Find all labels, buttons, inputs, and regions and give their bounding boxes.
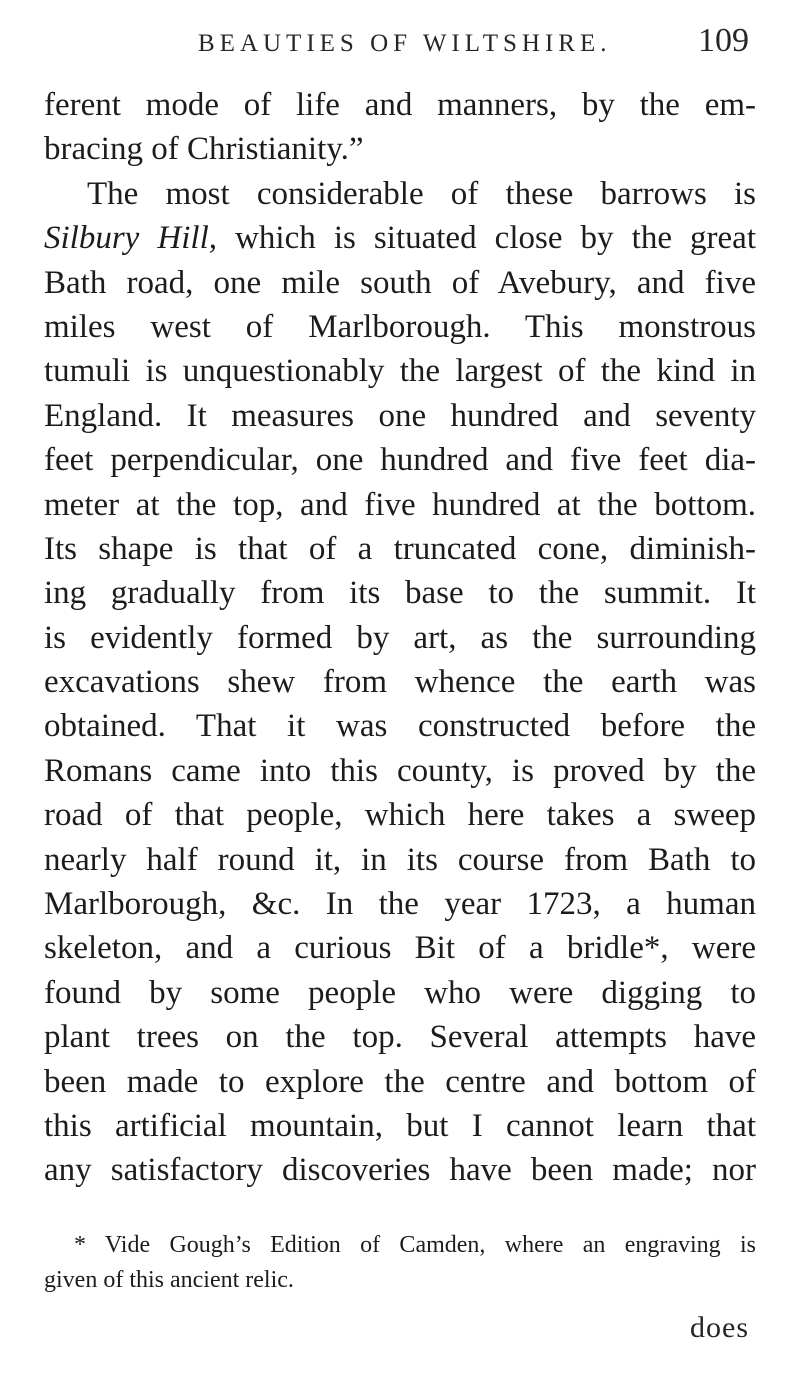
footnote-line: given of this ancient relic. [44, 1267, 294, 1293]
footnote [44, 1228, 756, 1298]
text-line: Bath road, one mile south of Avebury, and five [44, 264, 756, 301]
text-line: Its shape is that of a truncated cone, diminish- [44, 530, 756, 567]
text-line: The most considerable of these barrows is [87, 175, 756, 212]
text-line: any satisfactory discoveries have been made; nor [44, 1152, 756, 1189]
text-line: tumuli is unquestionably the largest of the kind in [44, 353, 756, 390]
text-line: found by some people who were digging to [44, 974, 756, 1011]
text-segment: which is situated close by the great [217, 220, 757, 257]
text-line: nearly half round it, in its course from Bath to [44, 841, 756, 878]
text-line: plant trees on the top. Several attempts have [44, 1019, 756, 1056]
text-line: road of that people, which here takes a sweep [44, 797, 756, 834]
text-line: ing gradually from its base to the summit. It [44, 575, 756, 612]
text-line: Romans came into this county, is proved by the [44, 752, 756, 789]
text-line: been made to explore the centre and bottom of [44, 1063, 756, 1100]
text-line: ferent mode of life and manners, by the em- [44, 87, 756, 123]
text-line: Marlborough, &c. In the year 1723, a human [44, 886, 756, 923]
text-line: feet perpendicular, one hundred and five feet dia- [44, 442, 756, 479]
text-line: bracing of Christianity.” [44, 131, 364, 168]
text-line: skeleton, and a curious Bit of a bridle*, were [44, 930, 756, 967]
catchword: does [690, 1311, 749, 1344]
footnote-line: * Vide Gough’s Edition of Camden, where an engraving is [74, 1232, 756, 1258]
text-line: miles west of Marlborough. This monstrous [44, 308, 756, 345]
text-line: this artificial mountain, but I cannot learn that [44, 1107, 756, 1144]
text-line: England. It measures one hundred and seventy [44, 397, 756, 434]
text-line [44, 216, 756, 260]
italic-segment: Silbury Hill, [44, 220, 218, 257]
text-line: is evidently formed by art, as the surrounding [44, 619, 756, 656]
text-line: excavations shew from whence the earth was [44, 664, 756, 701]
text-line: meter at the top, and five hundred at the bottom. [44, 486, 756, 523]
text-line: obtained. That it was constructed before the [44, 708, 756, 745]
page-number: 109 [698, 22, 749, 59]
body-text [44, 83, 756, 1193]
running-head: BEAUTIES OF WILTSHIRE. [198, 30, 612, 57]
